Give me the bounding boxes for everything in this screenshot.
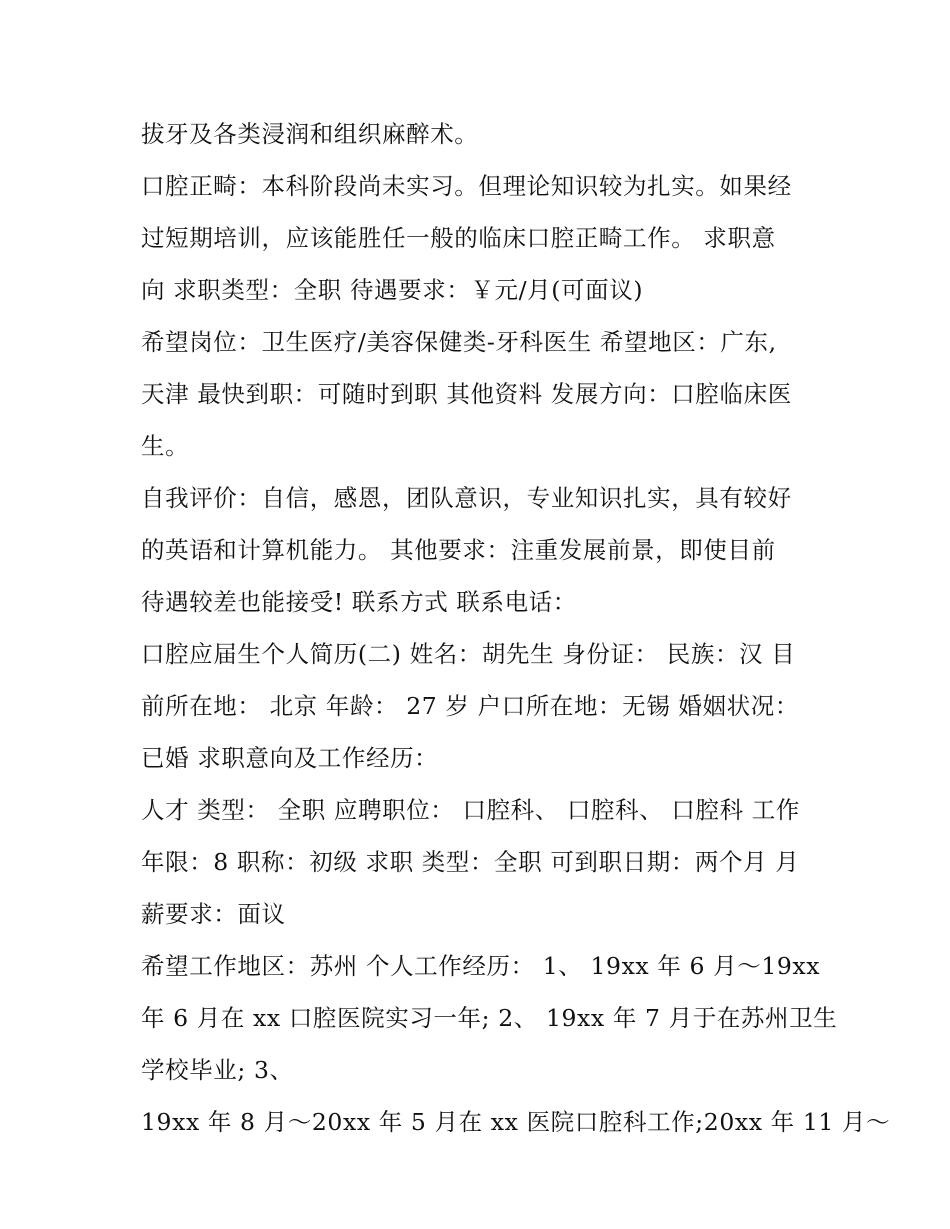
text-line: 口腔应届生个人简历(二) 姓名：胡先生 身份证： 民族：汉 目 [141, 640, 796, 668]
text-line: 前所在地： 北京 年龄： 27 岁 户口所在地：无锡 婚姻状况： [141, 692, 799, 720]
text-line: 希望岗位：卫生医疗/美容保健类-牙科医生 希望地区：广东, [141, 328, 777, 356]
text-line: 自我评价：自信，感恩，团队意识，专业知识扎实，具有较好 [141, 484, 792, 512]
text-line: 向 求职类型：全职 待遇要求：￥元/月(可面议) [141, 276, 644, 304]
text-line: 过短期培训，应该能胜任一般的临床口腔正畸工作。 求职意 [141, 224, 776, 252]
text-line: 19xx 年 8 月～20xx 年 5 月在 xx 医院口腔科工作;20xx 年 11 月～ [141, 1108, 891, 1136]
text-line: 生。 [141, 432, 190, 460]
text-line: 口腔正畸：本科阶段尚未实习。但理论知识较为扎实。如果经 [141, 172, 792, 200]
text-line: 年限：8 职称：初级 求职 类型：全职 可到职日期：两个月 月 [141, 848, 800, 876]
text-line: 拔牙及各类浸润和组织麻醉术。 [141, 120, 479, 148]
text-line: 的英语和计算机能力。 其他要求：注重发展前景，即使目前 [141, 536, 776, 564]
text-line: 待遇较差也能接受! 联系方式 联系电话： [141, 588, 577, 616]
document-body [141, 108, 891, 1148]
text-line: 希望工作地区：苏州 个人工作经历： 1、 19xx 年 6 月～19xx [141, 952, 821, 980]
text-line: 人才 类型： 全职 应聘职位： 口腔科、 口腔科、 口腔科 工作 [141, 796, 800, 824]
text-line: 薪要求：面议 [141, 900, 286, 928]
text-line: 学校毕业; 3、 [141, 1056, 294, 1084]
text-line: 天津 最快到职：可随时到职 其他资料 发展方向：口腔临床医 [141, 380, 792, 408]
text-line: 年 6 月在 xx 口腔医院实习一年; 2、 19xx 年 7 月于在苏州卫生 [141, 1004, 838, 1032]
text-line: 已婚 求职意向及工作经历： [141, 744, 439, 772]
